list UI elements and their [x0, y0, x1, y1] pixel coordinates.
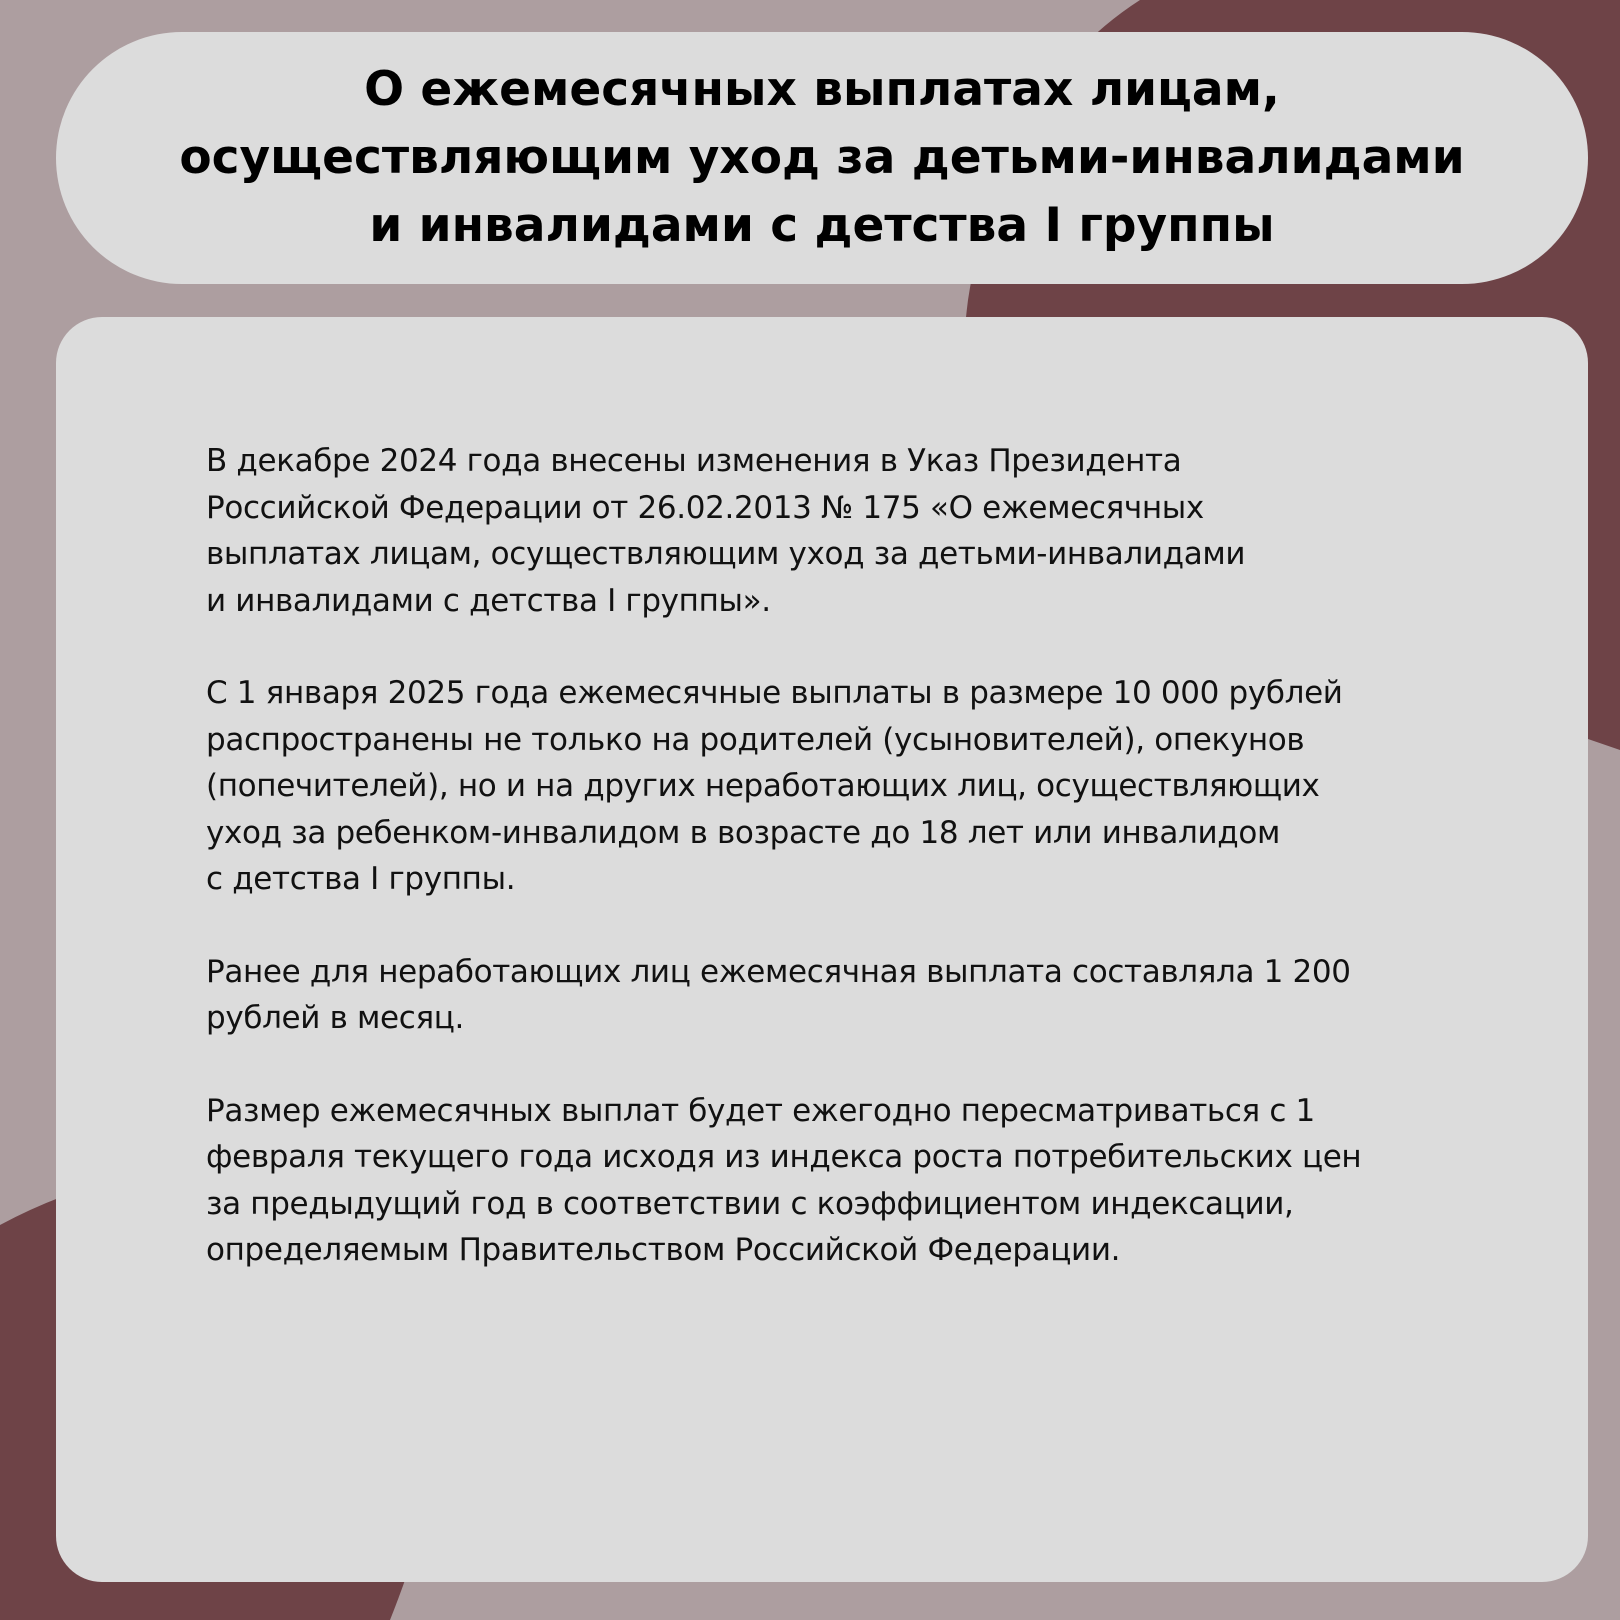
paragraph-previous-amount: [206, 949, 1546, 1042]
paragraph-line: выплатах лицам, осуществляющим уход за детьми-инвалидами: [206, 536, 1246, 572]
paragraph-line: (попечителей), но и на других неработающих лиц, осуществляющих: [206, 768, 1320, 804]
paragraph-indexation: [206, 1088, 1546, 1274]
paragraph-line: уход за ребенком-инвалидом в возрасте до 18 лет или инвалидом: [206, 814, 1280, 851]
paragraph-line: С 1 января 2025 года ежемесячные выплаты в размере 10 000 рублей: [206, 675, 1343, 711]
paragraph-line: В декабре 2024 года внесены изменения в Указ Президента: [206, 443, 1182, 479]
title-banner: [56, 32, 1588, 284]
content-card: [56, 317, 1588, 1582]
paragraph-line: с детства I группы.: [206, 861, 516, 897]
paragraph-line: распространены не только на родителей (усыновителей), опекунов: [206, 721, 1305, 758]
paragraph-line: февраля текущего года исходя из индекса роста потребительских цен: [206, 1139, 1362, 1175]
paragraph-line: Размер ежемесячных выплат будет ежегодно пересматриваться с 1: [206, 1092, 1315, 1129]
paragraph-line: Ранее для неработающих лиц ежемесячная выплата составляла 1 200: [206, 953, 1351, 990]
title-line-2: осуществляющим уход за детьми-инвалидами: [179, 130, 1465, 185]
paragraph-line: и инвалидами с детства I группы».: [206, 582, 771, 619]
paragraph-line: Российской Федерации от 26.02.2013 № 175 «О ежемесячных: [206, 489, 1204, 526]
paragraph-line: рублей в месяц.: [206, 1000, 465, 1036]
title-line-1: О ежемесячных выплатах лицам,: [364, 62, 1280, 117]
paragraph-line: за предыдущий год в соответствии с коэффициентом индексации,: [206, 1185, 1294, 1222]
paragraph-decree-changes: [206, 438, 1546, 624]
title-line-3: и инвалидами с детства I группы: [369, 198, 1275, 253]
body-text: [206, 438, 1546, 1320]
paragraph-new-payments: [206, 670, 1546, 903]
paragraph-line: определяемым Правительством Российской Федерации.: [206, 1232, 1121, 1268]
